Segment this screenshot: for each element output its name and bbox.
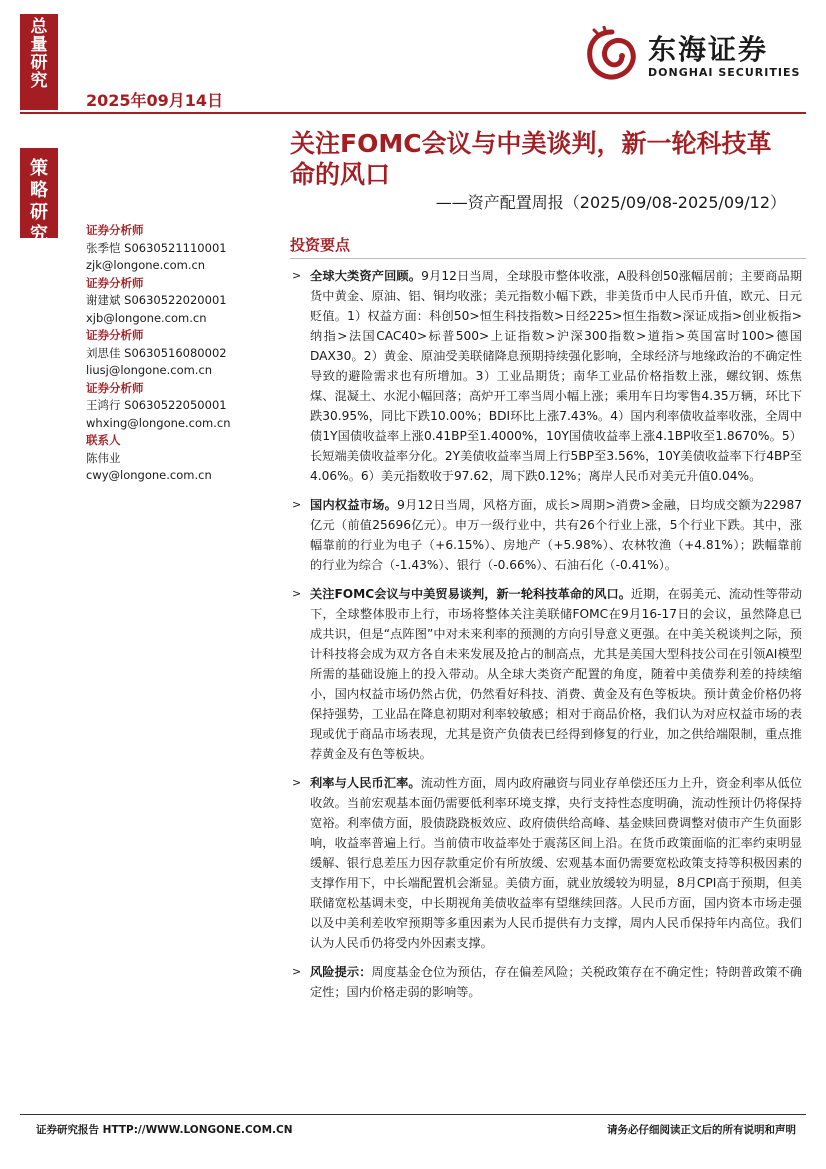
contact-role: 联系人	[86, 433, 121, 447]
highlight-lead: 利率与人民币汇率。	[310, 776, 421, 790]
analyst-block	[86, 222, 276, 275]
highlight-text: 流动性方面，周内政府融资与同业存单偿还压力上升，资金利率从低位收敛。当前宏观基本面仍需要低利率环境支撑，央行支持性态度明确，流动性预计仍将保持宽裕。利率债方面，股债跷跷板效应、政府债供给高峰、基金赎回费调整对债市产生负面影响，收益率普遍上行。当前债市收益率处于震荡区间上沿。在货币政策面临的汇率约束明显缓解、银行息差压力因存款重定价有所放缓、宏观基本面仍需要宽松政策支持等积极因素的支撑作用下，中长端配置机会渐显。美债方面，就业放缓较为明显，8月CPI高于预期，但美联储宽松基调未变，中长期视角美债收益率有望继续回落。人民币方面，国内资本市场走强以及中美利差收窄预期等多重因素为人民币提供有力支撑，周内人民币保持年内高位。我们认为人民币仍将受内外因素支撑。	[310, 776, 803, 950]
analyst-block	[86, 275, 276, 328]
highlight-item	[290, 584, 802, 764]
tab-char: 研	[30, 202, 48, 223]
highlight-lead: 关注FOMC会议与中美贸易谈判，新一轮科技革命的风口。	[310, 587, 631, 601]
analyst-name-id: 王鸿行 S0630522050001	[86, 398, 227, 412]
highlight-lead: 全球大类资产回顾。	[310, 269, 422, 283]
tab-char: 总	[30, 17, 48, 37]
report-type-tab	[20, 14, 58, 110]
footer-disclaimer: 请务必仔细阅读正文后的所有说明和声明	[607, 1124, 796, 1136]
tab-char: 略	[30, 180, 48, 201]
highlight-text: 9月12日当周，风格方面，成长>周期>消费>金融，日均成交额为22987亿元（前值25696亿元）。申万一级行业中，共有26个行业上涨，5个行业下跌。其中，涨幅靠前的行业为电子（+6.15%）、房地产（+5.98%）、农林牧渔（+4.81%）；跌幅靠前的行业为综合（-1.43%）、银行（-0.66%）、石油石化（-0.41%）。	[310, 498, 802, 572]
analyst-email[interactable]: zjk@longone.com.cn	[86, 258, 206, 272]
footer-divider	[20, 1114, 806, 1115]
highlight-item	[290, 773, 802, 953]
analyst-role: 证券分析师	[86, 380, 144, 395]
tab-char: 究	[30, 71, 48, 91]
investment-highlights	[290, 266, 802, 1011]
report-subtitle: ——资产配置周报（2025/09/08-2025/09/12）	[435, 193, 786, 212]
highlight-item	[290, 962, 802, 1002]
arrow-bullet-icon: >	[292, 965, 302, 978]
highlight-item	[290, 495, 802, 575]
analyst-email[interactable]: whxing@longone.com.cn	[86, 415, 231, 430]
highlight-text: 9月12日当周，全球股市整体收涨，A股科创50涨幅居前；主要商品期货中黄金、原油、铝、铜均收涨；美元指数小幅下跌，非美货币中人民币升值，欧元、日元贬值。1）权益方面：科创50>恒生科技指数>日经225>恒生指数>深证成指>创业板指>纳指>法国CAC40>标普500>上证指数>沪深300指数>道指>英国富时100>德国DAX30。2）黄金、原油受美联储降息预期持续强化影响，全球经济与地缘政治的不确定性导致的避险需求也有所增加。3）工业品期货；南华工业品价格指数上涨，螺纹钢、炼焦煤、混凝土、水泥小幅回落；高炉开工率当周小幅上涨；乘用车日均零售4.35万辆，环比下跌30.95%，同比下跌10.00%；BDI环比上涨7.43%。4）国内利率债收益率收涨，全周中债1Y国债收益率上涨0.41BP至1.4000%，10Y国债收益率上涨4.1BP收至1.8670%。5）长短端美债收益率分化。2Y美债收益率当周上行5BP至3.56%，10Y美债收益率下行4BP至4.06%。6）美元指数收于97.62，周下跌0.12%；离岸人民币对美元升值0.04%。	[310, 269, 803, 483]
logo-chinese-name: 东海证券	[648, 33, 769, 66]
arrow-bullet-icon: >	[292, 776, 302, 789]
analyst-email[interactable]: liusj@longone.com.cn	[86, 363, 213, 377]
highlight-lead: 国内权益市场。	[310, 498, 398, 512]
highlight-lead: 风险提示：	[310, 965, 372, 979]
report-date: 2025年09月14日	[86, 91, 224, 110]
footer-left[interactable]: 证券研究报告 HTTP://WWW.LONGONE.COM.CN	[36, 1124, 293, 1136]
analyst-name-id: 刘思佳 S0630516080002	[86, 345, 227, 360]
contact-block	[86, 432, 276, 485]
analyst-sidebar	[86, 222, 276, 485]
tab-char: 研	[30, 53, 48, 73]
dragon-logo-icon	[582, 26, 642, 86]
analyst-block	[86, 380, 276, 433]
company-logo	[582, 26, 812, 86]
section-divider	[290, 258, 806, 259]
analyst-role: 证券分析师	[86, 328, 144, 342]
tab-char: 策	[30, 158, 48, 179]
arrow-bullet-icon: >	[292, 498, 302, 511]
analyst-email[interactable]: xjb@longone.com.cn	[86, 310, 207, 325]
arrow-bullet-icon: >	[292, 269, 302, 282]
header-divider	[20, 112, 806, 114]
logo-english-name: DONGHAI SECURITIES	[648, 66, 801, 79]
highlight-item	[290, 266, 802, 486]
analyst-name-id: 张季恺 S0630521110001	[86, 240, 227, 255]
tab-char: 量	[30, 35, 48, 55]
contact-name: 陈伟业	[86, 450, 121, 465]
tab-char: 究	[30, 224, 48, 245]
analyst-name-id: 谢建斌 S0630522020001	[86, 293, 227, 307]
highlight-text: 周度基金仓位为预估，存在偏差风险；关税政策存在不确定性；特朗普政策不确定性；国内价格走弱的影响等。	[310, 965, 803, 999]
arrow-bullet-icon: >	[292, 587, 302, 600]
analyst-role: 证券分析师	[86, 275, 144, 290]
report-category-tab	[20, 148, 58, 245]
report-title: 关注FOMC会议与中美谈判，新一轮科技革命的风口	[290, 129, 772, 189]
section-title: 投资要点	[290, 236, 351, 254]
contact-email[interactable]: cwy@longone.com.cn	[86, 468, 212, 482]
analyst-block	[86, 327, 276, 380]
analyst-role: 证券分析师	[86, 223, 144, 237]
highlight-text: 近期，在弱美元、流动性等带动下，全球整体股市上行，市场将整体关注美联储FOMC在9月16-17日的会议，虽然降息已成共识，但是“点阵图”中对未来利率的预测的方向引导意义更强。在中美关税谈判之际，预计科技将会成为双方各自未来发展及抢占的制高点，尤其是美国大型科技公司在引领AI模型所需的基础设施上的投入带动。从全球大类资产配置的角度，随着中美债券利差的持续缩小，国内权益市场仍然占优，仍然看好科技、消费、黄金及有色等板块。预计黄金价格仍将保持强势，工业品在降息初期对利率较敏感；相对于商品价格，我们认为对应权益市场的表现或优于商品市场表现，尤其是资产负债表已经得到修复的行业，加之供给端限制，重点推荐黄金及有色等板块。	[310, 587, 803, 761]
